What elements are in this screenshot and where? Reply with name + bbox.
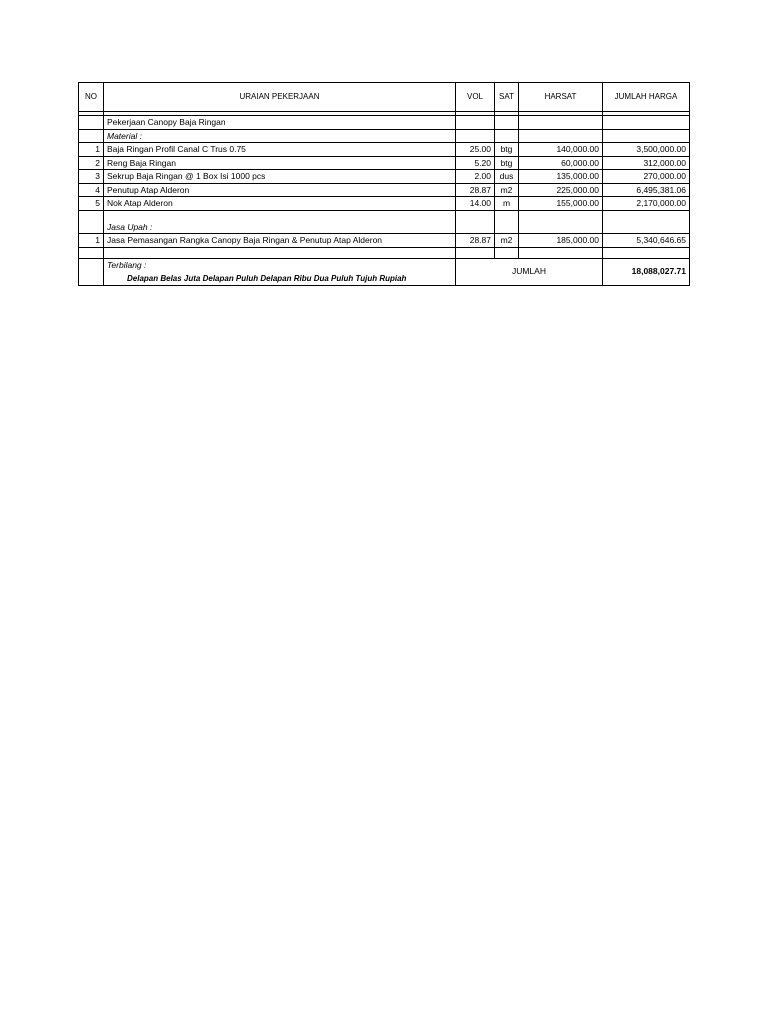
row-sat: m2 [495,234,519,248]
row-jumlah: 6,495,381.06 [603,183,690,197]
spacer-row [79,247,690,258]
row-desc: Reng Baja Ringan [104,156,456,170]
table-row [79,197,690,211]
row-sat: m2 [495,183,519,197]
material-label: Material : [104,129,456,143]
header-harsat: HARSAT [519,83,603,112]
terbilang-label: Terbilang : [107,260,147,271]
row-no: 1 [79,234,104,248]
jasa-label: Jasa Upah : [104,221,456,234]
material-label-row [79,129,690,143]
row-desc: Jasa Pemasangan Rangka Canopy Baja Ringan & Penutup Atap Alderon [104,234,456,248]
row-no: 4 [79,183,104,197]
section-title-row [79,116,690,130]
header-sat: SAT [495,83,519,112]
header-jumlah-harga: JUMLAH HARGA [603,83,690,112]
row-harsat: 60,000.00 [519,156,603,170]
table-row [79,156,690,170]
table-row [79,183,690,197]
row-harsat: 135,000.00 [519,170,603,184]
spacer-row [79,210,690,221]
row-no: 3 [79,170,104,184]
row-harsat: 185,000.00 [519,234,603,248]
row-vol: 2.00 [456,170,495,184]
row-jumlah: 2,170,000.00 [603,197,690,211]
table-row [79,234,690,248]
table-row [79,170,690,184]
row-harsat: 140,000.00 [519,143,603,157]
row-sat: btg [495,156,519,170]
row-no: 2 [79,156,104,170]
row-harsat: 155,000.00 [519,197,603,211]
row-sat: btg [495,143,519,157]
cost-estimate-sheet [78,82,689,286]
row-sat: dus [495,170,519,184]
table-header-row [79,83,690,112]
jasa-label-row [79,221,690,234]
section-title: Pekerjaan Canopy Baja Ringan [104,116,456,130]
total-row [79,258,690,285]
row-desc: Sekrup Baja Ringan @ 1 Box Isi 1000 pcs [104,170,456,184]
row-jumlah: 270,000.00 [603,170,690,184]
jumlah-label: JUMLAH [456,258,603,285]
row-vol: 5.20 [456,156,495,170]
row-desc: Penutup Atap Alderon [104,183,456,197]
header-uraian: URAIAN PEKERJAAN [104,83,456,112]
row-desc: Baja Ringan Profil Canal C Trus 0.75 [104,143,456,157]
cost-table [78,82,690,286]
row-no: 1 [79,143,104,157]
row-vol: 28.87 [456,183,495,197]
total-value: 18,088,027.71 [603,258,690,285]
row-vol: 25.00 [456,143,495,157]
row-sat: m [495,197,519,211]
row-vol: 14.00 [456,197,495,211]
header-no: NO [79,83,104,112]
table-row [79,143,690,157]
header-vol: VOL [456,83,495,112]
row-vol: 28.87 [456,234,495,248]
row-jumlah: 312,000.00 [603,156,690,170]
row-jumlah: 3,500,000.00 [603,143,690,157]
row-no: 5 [79,197,104,211]
terbilang-text: Delapan Belas Juta Delapan Puluh Delapan Ribu Dua Puluh Tujuh Rupiah [127,273,407,283]
row-harsat: 225,000.00 [519,183,603,197]
row-desc: Nok Atap Alderon [104,197,456,211]
row-jumlah: 5,340,646.65 [603,234,690,248]
terbilang-cell [104,258,456,285]
